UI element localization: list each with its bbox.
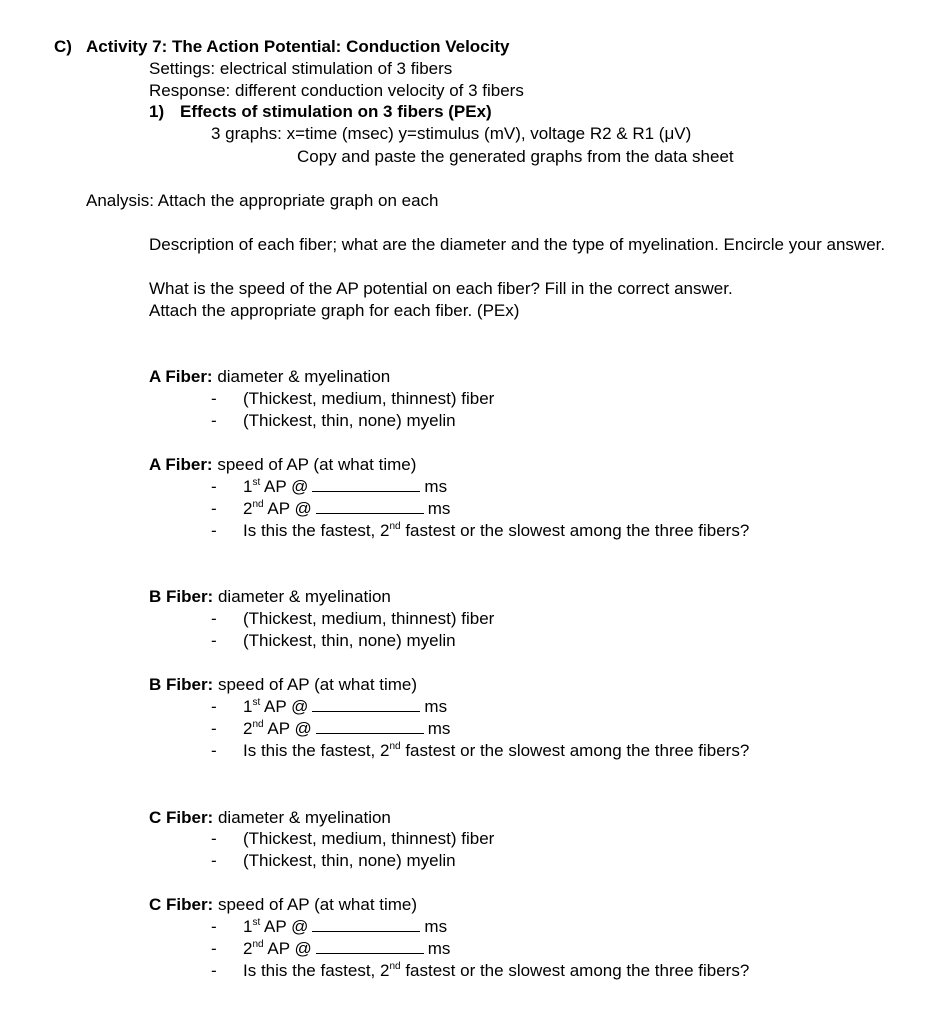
- fiber-name: B Fiber:: [149, 675, 214, 694]
- dash: -: [211, 939, 217, 958]
- response-text: Response: different conduction velocity of 3 fibers: [149, 81, 524, 100]
- fiber-diameter-heading: [149, 367, 390, 387]
- analysis-desc-3: Attach the appropriate graph for each fiber. (PEx): [149, 301, 520, 320]
- first-ap-answer-blank[interactable]: [312, 917, 420, 932]
- fiber-diameter-heading: [149, 808, 391, 828]
- speed-question: Is this the fastest, 2nd fastest or the slowest among the three fibers?: [243, 521, 750, 540]
- dash: -: [211, 851, 217, 870]
- speed-label: speed of AP (at what time): [217, 895, 418, 914]
- fiber-diameter-heading: [149, 587, 391, 607]
- dash: -: [211, 389, 217, 408]
- section-prefix: C): [54, 37, 72, 56]
- myelin-option: (Thickest, thin, none) myelin: [243, 631, 456, 650]
- second-ap-row: 2nd AP @ ms: [243, 939, 451, 958]
- second-ap-answer-blank[interactable]: [316, 499, 424, 514]
- dash: -: [211, 631, 217, 650]
- fiber-name: A Fiber:: [149, 455, 213, 474]
- speed-question: Is this the fastest, 2nd fastest or the slowest among the three fibers?: [243, 741, 750, 760]
- item-title: Effects of stimulation on 3 fibers (PEx): [180, 102, 492, 121]
- fiber-speed-heading: [149, 675, 417, 695]
- myelin-option: (Thickest, thin, none) myelin: [243, 851, 456, 870]
- dash: -: [211, 719, 217, 738]
- settings-text: Settings: electrical stimulation of 3 fibers: [149, 59, 453, 78]
- second-ap-answer-blank[interactable]: [316, 939, 424, 954]
- analysis-title: Analysis: Attach the appropriate graph on each: [86, 191, 439, 210]
- dash: -: [211, 697, 217, 716]
- first-ap-answer-blank[interactable]: [312, 477, 420, 492]
- first-ap-answer-blank[interactable]: [312, 697, 420, 712]
- dash: -: [211, 741, 217, 760]
- first-ap-row: 1st AP @ ms: [243, 917, 448, 936]
- dash: -: [211, 477, 217, 496]
- graphs-text: 3 graphs: x=time (msec) y=stimulus (mV), voltage R2 & R1 (μV): [211, 124, 692, 143]
- dash: -: [211, 411, 217, 430]
- speed-label: speed of AP (at what time): [217, 455, 417, 474]
- speed-label: speed of AP (at what time): [217, 675, 418, 694]
- fiber-diameter-option: (Thickest, medium, thinnest) fiber: [243, 829, 495, 848]
- myelin-option: (Thickest, thin, none) myelin: [243, 411, 456, 430]
- second-ap-row: 2nd AP @ ms: [243, 499, 451, 518]
- fiber-speed-heading: [149, 895, 417, 915]
- analysis-desc-2: What is the speed of the AP potential on each fiber? Fill in the correct answer.: [149, 279, 733, 298]
- activity-title: Activity 7: The Action Potential: Conduction Velocity: [86, 37, 510, 56]
- second-ap-answer-blank[interactable]: [316, 719, 424, 734]
- first-ap-row: 1st AP @ ms: [243, 477, 448, 496]
- dash: -: [211, 499, 217, 518]
- diameter-label: diameter & myelination: [217, 367, 391, 386]
- fiber-diameter-option: (Thickest, medium, thinnest) fiber: [243, 609, 495, 628]
- dash: -: [211, 609, 217, 628]
- diameter-label: diameter & myelination: [217, 587, 391, 606]
- dash: -: [211, 829, 217, 848]
- fiber-name: C Fiber:: [149, 895, 214, 914]
- dash: -: [211, 917, 217, 936]
- dash: -: [211, 521, 217, 540]
- diameter-label: diameter & myelination: [217, 808, 391, 827]
- fiber-name: A Fiber:: [149, 367, 213, 386]
- dash: -: [211, 961, 217, 980]
- fiber-speed-heading: [149, 455, 416, 475]
- first-ap-row: 1st AP @ ms: [243, 697, 448, 716]
- item-number: 1): [149, 102, 165, 121]
- copy-note: Copy and paste the generated graphs from the data sheet: [297, 147, 734, 166]
- analysis-desc-1: Description of each fiber; what are the diameter and the type of myelination. Encircle your answer.: [149, 235, 886, 254]
- fiber-name: C Fiber:: [149, 808, 214, 827]
- fiber-diameter-option: (Thickest, medium, thinnest) fiber: [243, 389, 495, 408]
- second-ap-row: 2nd AP @ ms: [243, 719, 451, 738]
- speed-question: Is this the fastest, 2nd fastest or the slowest among the three fibers?: [243, 961, 750, 980]
- fiber-name: B Fiber:: [149, 587, 214, 606]
